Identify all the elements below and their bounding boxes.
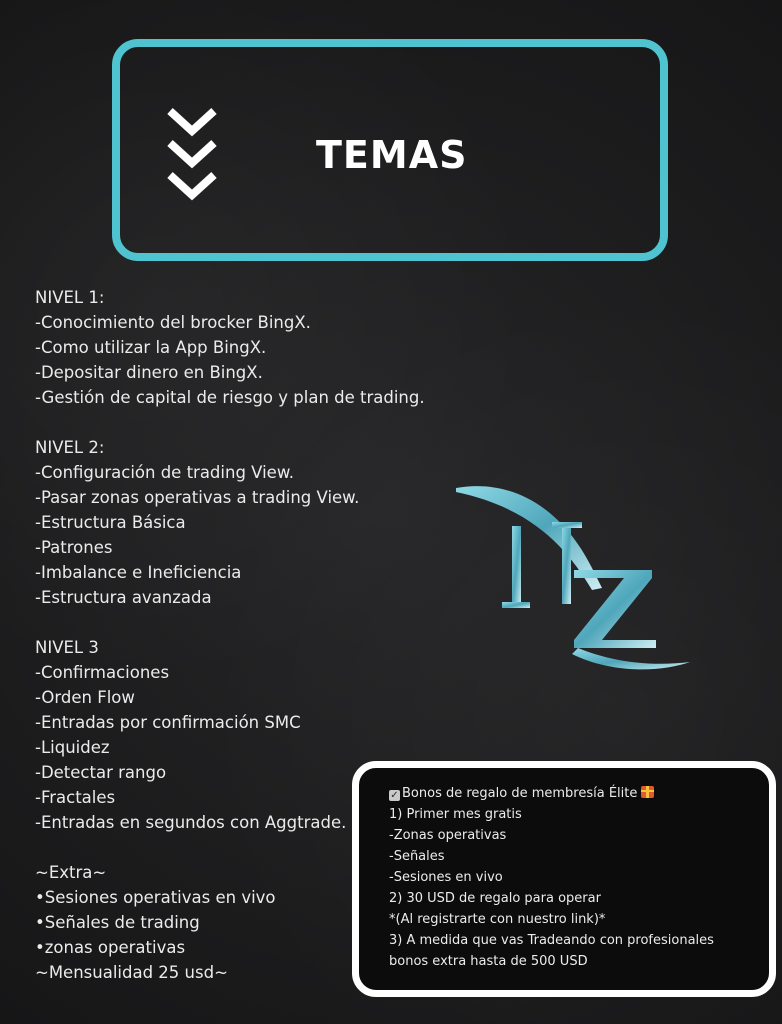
list-item: •Sesiones operativas en vivo bbox=[35, 888, 276, 907]
list-item: -Estructura avanzada bbox=[35, 588, 212, 607]
list-item: -Zonas operativas bbox=[389, 828, 507, 843]
list-item: -Conocimiento del brocker BingX. bbox=[35, 313, 311, 332]
gift-icon bbox=[641, 786, 654, 798]
list-item: 2) 30 USD de regalo para operar bbox=[389, 891, 601, 906]
nz-logo bbox=[452, 478, 698, 680]
topics-list bbox=[35, 285, 425, 985]
list-item: -Fractales bbox=[35, 788, 116, 807]
section-heading: NIVEL 1: bbox=[35, 288, 105, 307]
list-item: -Detectar rango bbox=[35, 763, 167, 782]
list-item: -Señales bbox=[389, 849, 445, 864]
list-item: 3) A medida que vas Tradeando con profesionales bbox=[389, 933, 714, 948]
bonus-title-text: Bonos de regalo de membresía Élite bbox=[402, 786, 638, 801]
list-item: ~Mensualidad 25 usd~ bbox=[35, 963, 228, 982]
list-item: -Liquidez bbox=[35, 738, 110, 757]
list-item: -Depositar dinero en BingX. bbox=[35, 363, 263, 382]
list-item: -Configuración de trading View. bbox=[35, 463, 295, 482]
topic-section-nivel-3 bbox=[35, 635, 365, 835]
section-heading: NIVEL 3 bbox=[35, 638, 99, 657]
topic-section-nivel-2 bbox=[35, 435, 365, 610]
list-item: -Entradas en segundos con Aggtrade. bbox=[35, 813, 347, 832]
list-item: -Sesiones en vivo bbox=[389, 870, 503, 885]
header-box bbox=[112, 39, 668, 261]
list-item: -Orden Flow bbox=[35, 688, 135, 707]
bonus-box bbox=[352, 761, 776, 997]
list-item: -Imbalance e Ineficiencia bbox=[35, 563, 242, 582]
list-item: -Entradas por confirmación SMC bbox=[35, 713, 301, 732]
list-item: •Señales de trading bbox=[35, 913, 200, 932]
list-item: -Como utilizar la App BingX. bbox=[35, 338, 267, 357]
list-item: -Pasar zonas operativas a trading View. bbox=[35, 488, 360, 507]
topic-section-nivel-1 bbox=[35, 285, 425, 410]
list-item: 1) Primer mes gratis bbox=[389, 807, 522, 822]
section-heading: NIVEL 2: bbox=[35, 438, 105, 457]
page-title: TEMAS bbox=[316, 133, 468, 177]
list-item: -Gestión de capital de riesgo y plan de trading. bbox=[35, 388, 425, 407]
list-item: *(Al registrarte con nuestro link)* bbox=[389, 912, 606, 927]
list-item: -Patrones bbox=[35, 538, 113, 557]
section-heading: ~Extra~ bbox=[35, 863, 107, 882]
list-item: -Confirmaciones bbox=[35, 663, 170, 682]
triple-chevron-down-icon bbox=[164, 105, 220, 209]
list-item: •zonas operativas bbox=[35, 938, 186, 957]
list-item: -Estructura Básica bbox=[35, 513, 186, 532]
check-icon: ✓ bbox=[390, 790, 399, 801]
bonus-title bbox=[389, 783, 769, 804]
list-item: bonos extra hasta de 500 USD bbox=[389, 954, 588, 969]
topic-section-extra bbox=[35, 860, 365, 985]
